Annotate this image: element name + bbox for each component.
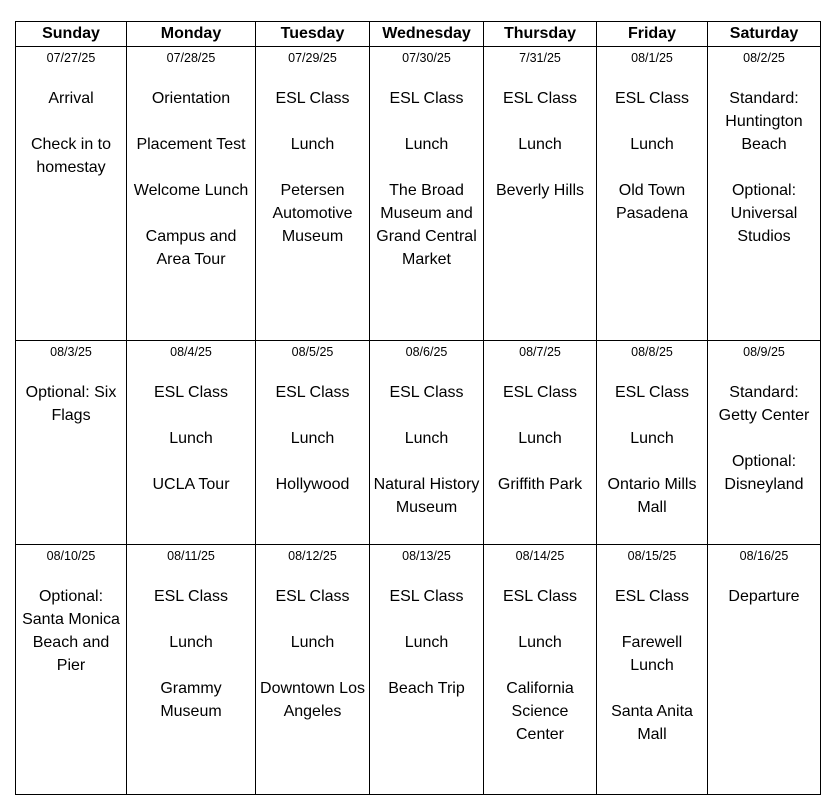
day-date: 08/5/25: [291, 345, 334, 359]
event-item: Lunch: [404, 634, 449, 651]
event-item: Optional: Universal Studios: [730, 182, 798, 245]
event-item: Lunch: [630, 430, 674, 447]
day-events: [259, 87, 366, 248]
day-date: 07/28/25: [166, 51, 216, 65]
day-date: 08/4/25: [170, 345, 212, 359]
day-cell-monday: [127, 341, 256, 545]
day-events: [373, 87, 480, 271]
event-item: Arrival: [48, 90, 94, 107]
day-events: [600, 87, 704, 225]
day-date: 08/13/25: [402, 549, 451, 563]
event-item: ESL Class: [153, 588, 229, 605]
event-item: Ontario Mills Mall: [607, 476, 697, 516]
event-item: Santa Anita Mall: [611, 703, 693, 743]
event-item: Natural History Museum: [373, 476, 480, 516]
event-item: ESL Class: [275, 384, 350, 401]
event-item: Beach Trip: [388, 680, 465, 697]
event-item: Welcome Lunch: [133, 182, 249, 199]
day-date: 08/2/25: [743, 51, 785, 65]
event-item: Farewell Lunch: [621, 634, 683, 674]
day-cell-wednesday: [370, 545, 484, 795]
day-cell-sunday: [16, 341, 127, 545]
event-item: ESL Class: [614, 384, 690, 401]
day-events: [19, 381, 123, 427]
day-cell-thursday: [484, 47, 597, 341]
day-date: 07/27/25: [46, 51, 96, 65]
day-cell-friday: [597, 341, 708, 545]
event-item: Lunch: [518, 634, 562, 651]
event-item: The Broad Museum and Grand Central Market: [376, 182, 477, 268]
day-events: [373, 381, 480, 519]
day-cell-thursday: [484, 341, 597, 545]
day-date: 08/10/25: [46, 549, 96, 563]
event-item: ESL Class: [614, 588, 690, 605]
day-date: 08/16/25: [739, 549, 789, 563]
day-date: 7/31/25: [519, 51, 561, 65]
event-item: Beverly Hills: [495, 182, 584, 199]
day-events: [487, 585, 593, 746]
event-item: ESL Class: [502, 384, 578, 401]
day-events: [130, 87, 252, 271]
day-events: [373, 585, 480, 700]
day-date: 08/11/25: [167, 549, 215, 563]
day-date: 08/14/25: [515, 549, 565, 563]
event-item: Departure: [728, 588, 800, 605]
header-sunday: Sunday: [16, 22, 127, 47]
event-item: Grammy Museum: [160, 680, 222, 720]
day-events: [130, 381, 252, 496]
event-item: Campus and Area Tour: [145, 228, 237, 268]
week-row-1: [16, 47, 821, 341]
day-events: [259, 381, 366, 496]
day-date: 08/15/25: [627, 549, 677, 563]
event-item: Lunch: [290, 634, 335, 651]
event-item: Standard: Getty Center: [718, 384, 810, 424]
day-events: [19, 585, 123, 677]
event-item: Downtown Los Angeles: [260, 680, 365, 720]
day-date: 07/29/25: [288, 51, 337, 65]
event-item: Check in to homestay: [30, 136, 112, 176]
event-item: UCLA Tour: [152, 476, 230, 493]
day-events: [711, 87, 817, 248]
day-cell-saturday: [708, 341, 821, 545]
event-item: Orientation: [151, 90, 231, 107]
day-date: 08/6/25: [405, 345, 448, 359]
header-row: [16, 22, 821, 47]
day-date: 08/8/25: [631, 345, 673, 359]
event-item: Lunch: [518, 136, 562, 153]
header-friday: Friday: [597, 22, 708, 47]
event-item: ESL Class: [389, 384, 464, 401]
week-row-2: [16, 341, 821, 545]
event-item: Hollywood: [275, 476, 350, 493]
day-events: [130, 585, 252, 723]
calendar-table: [15, 21, 821, 795]
event-item: Placement Test: [136, 136, 246, 153]
day-cell-sunday: [16, 545, 127, 795]
day-cell-saturday: [708, 545, 821, 795]
day-events: [600, 381, 704, 519]
header-thursday: Thursday: [484, 22, 597, 47]
day-date: 08/7/25: [519, 345, 561, 359]
event-item: ESL Class: [389, 90, 464, 107]
day-date: 07/30/25: [402, 51, 451, 65]
header-tuesday: Tuesday: [256, 22, 370, 47]
event-item: Old Town Pasadena: [615, 182, 689, 222]
day-cell-friday: [597, 47, 708, 341]
event-item: Optional: Six Flags: [25, 384, 117, 424]
day-date: 08/12/25: [288, 549, 337, 563]
event-item: Griffith Park: [497, 476, 583, 493]
event-item: ESL Class: [275, 588, 350, 605]
day-cell-thursday: [484, 545, 597, 795]
event-item: Optional: Disneyland: [724, 453, 804, 493]
day-cell-tuesday: [256, 47, 370, 341]
day-cell-wednesday: [370, 341, 484, 545]
event-item: Optional: Santa Monica Beach and Pier: [22, 588, 120, 674]
event-item: Standard: Huntington Beach: [725, 90, 803, 153]
event-item: ESL Class: [153, 384, 229, 401]
day-cell-tuesday: [256, 341, 370, 545]
day-cell-tuesday: [256, 545, 370, 795]
event-item: Lunch: [290, 430, 335, 447]
day-cell-wednesday: [370, 47, 484, 341]
day-date: 08/3/25: [50, 345, 92, 359]
event-item: Lunch: [169, 430, 213, 447]
event-item: Lunch: [518, 430, 562, 447]
header-monday: Monday: [127, 22, 256, 47]
event-item: Lunch: [404, 430, 449, 447]
event-item: ESL Class: [502, 90, 578, 107]
event-item: Lunch: [169, 634, 213, 651]
event-item: ESL Class: [275, 90, 350, 107]
event-item: Petersen Automotive Museum: [272, 182, 353, 245]
day-cell-monday: [127, 47, 256, 341]
day-events: [19, 87, 123, 179]
header-saturday: Saturday: [708, 22, 821, 47]
week-row-3: [16, 545, 821, 795]
day-cell-monday: [127, 545, 256, 795]
event-item: California Science Center: [506, 680, 574, 743]
event-item: Lunch: [630, 136, 674, 153]
day-cell-friday: [597, 545, 708, 795]
event-item: Lunch: [404, 136, 449, 153]
day-events: [259, 585, 366, 723]
day-date: 08/1/25: [631, 51, 673, 65]
day-cell-sunday: [16, 47, 127, 341]
day-events: [600, 585, 704, 746]
event-item: ESL Class: [389, 588, 464, 605]
day-events: [487, 381, 593, 496]
event-item: ESL Class: [502, 588, 578, 605]
event-item: ESL Class: [614, 90, 690, 107]
day-cell-saturday: [708, 47, 821, 341]
day-events: [711, 381, 817, 496]
day-events: [711, 585, 817, 608]
event-item: Lunch: [290, 136, 335, 153]
header-wednesday: Wednesday: [370, 22, 484, 47]
day-date: 08/9/25: [743, 345, 785, 359]
day-events: [487, 87, 593, 202]
